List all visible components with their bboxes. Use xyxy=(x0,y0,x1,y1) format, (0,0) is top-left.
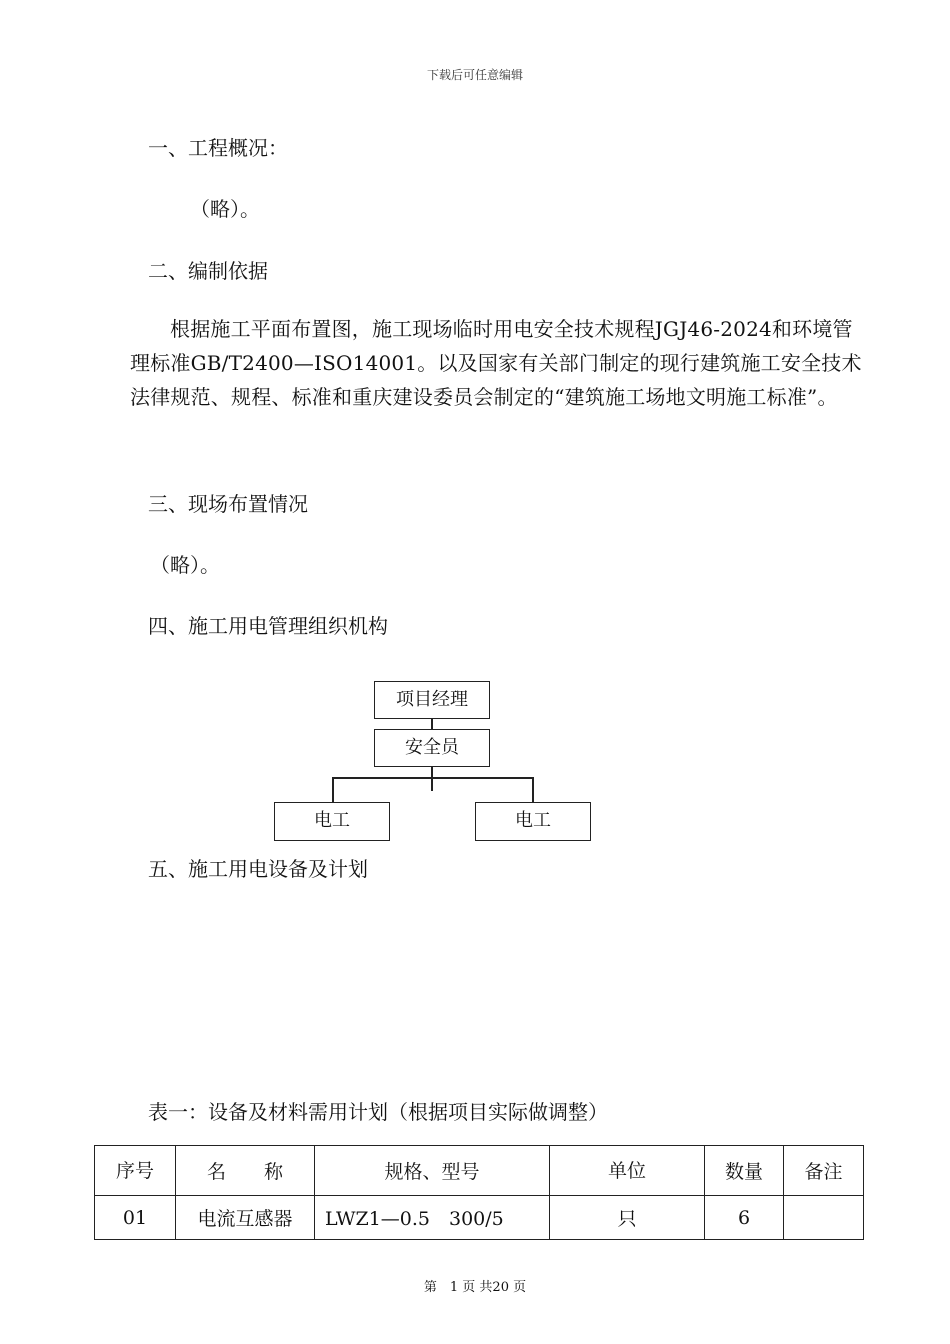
table-row xyxy=(95,1196,864,1240)
table-cell: 只 xyxy=(550,1196,705,1240)
header-cell: 数量 xyxy=(705,1146,784,1196)
section-2-body: 根据施工平面布置图，施工现场临时用电安全技术规程JGJ46-2024和环境管理标准GB/T2400—ISO14001。以及国家有关部门制定的现行建筑施工安全技术法律规范、规程、标准和重庆建设委员会制定的“建筑施工场地文明施工标准”。 xyxy=(130,317,862,409)
org-connector xyxy=(532,777,534,803)
table-cell: 电流互感器 xyxy=(176,1196,315,1240)
org-connector xyxy=(431,767,433,791)
section-5-title: 五、施工用电设备及计划 xyxy=(148,857,368,881)
section-3-title: 三、现场布置情况 xyxy=(148,492,308,516)
table-cell: LWZ1—0.5 300/5 xyxy=(315,1196,550,1240)
table-header-row xyxy=(95,1146,864,1196)
table-cell: 01 xyxy=(95,1196,176,1240)
equipment-table xyxy=(94,1145,864,1240)
section-1-title: 一、工程概况： xyxy=(148,136,288,160)
table-cell: 6 xyxy=(705,1196,784,1240)
table-caption: 表一：设备及材料需用计划（根据项目实际做调整） xyxy=(148,1100,608,1124)
header-cell: 序号 xyxy=(95,1146,176,1196)
section-1-body: （略）。 xyxy=(190,197,260,221)
org-connector xyxy=(332,777,334,803)
org-node-project-manager: 项目经理 xyxy=(374,681,490,719)
section-4-title: 四、施工用电管理组织机构 xyxy=(148,614,388,638)
org-connector xyxy=(332,777,532,779)
org-node-safety-officer: 安全员 xyxy=(374,729,490,767)
org-node-electrician-right: 电工 xyxy=(475,802,591,841)
page-footer: 第 1 页 共20 页 xyxy=(423,1280,527,1295)
section-2-title: 二、编制依据 xyxy=(148,259,268,283)
header-cell: 备注 xyxy=(784,1146,864,1196)
page-header: 下载后可任意编辑 xyxy=(426,68,523,82)
table-cell xyxy=(784,1196,864,1240)
header-cell: 规格、型号 xyxy=(315,1146,550,1196)
header-cell: 单位 xyxy=(550,1146,705,1196)
section-3-body: （略）。 xyxy=(150,553,220,577)
header-cell: 名 称 xyxy=(176,1146,315,1196)
org-node-electrician-left: 电工 xyxy=(274,802,390,841)
